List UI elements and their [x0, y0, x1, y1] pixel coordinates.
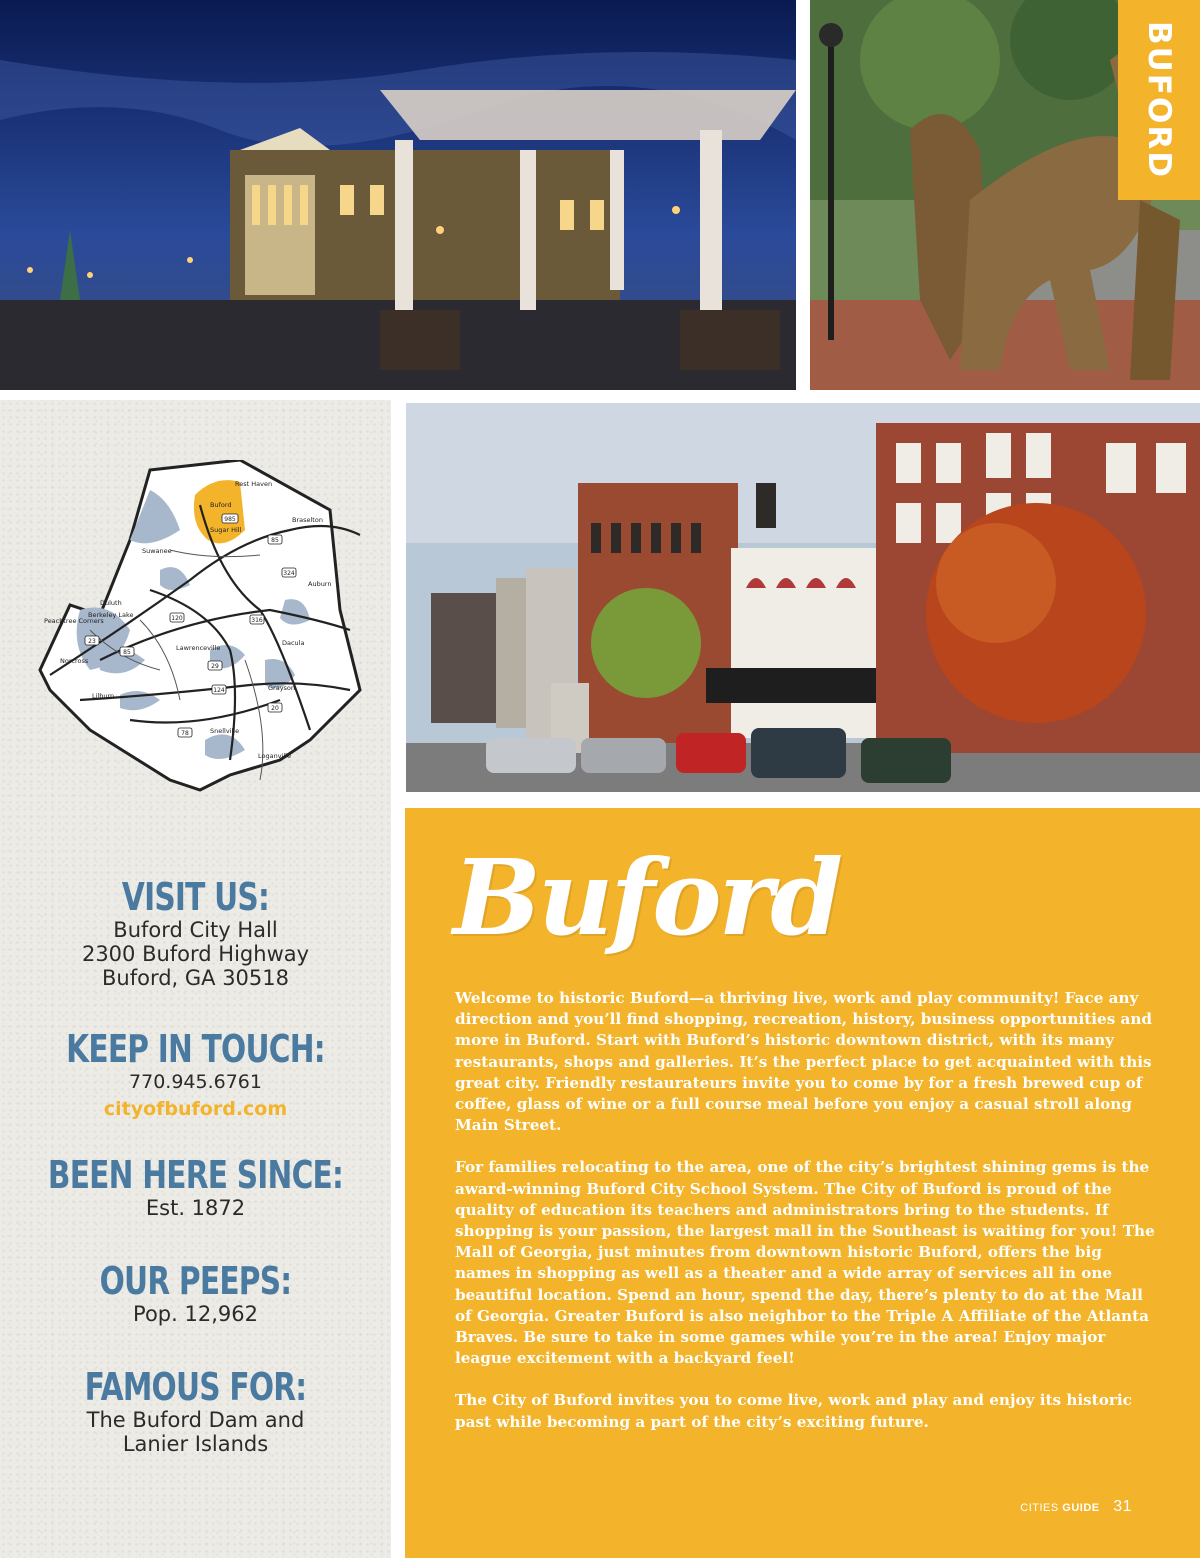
route-78: 78 — [181, 730, 189, 737]
route-29: 29 — [211, 663, 219, 670]
been-here-since-heading: BEEN HERE SINCE: — [47, 1153, 344, 1197]
route-20: 20 — [271, 705, 279, 712]
map-label-loganville: Loganville — [258, 752, 291, 760]
map-label-berkeley-lake: Berkeley Lake — [88, 611, 134, 619]
famous-for-heading: FAMOUS FOR: — [84, 1365, 307, 1409]
page-footer — [1020, 1498, 1132, 1516]
route-23: 23 — [88, 638, 96, 645]
map-label-buford: Buford — [210, 501, 232, 509]
map-label-braselton: Braselton — [292, 516, 323, 524]
population: Pop. 12,962 — [133, 1301, 258, 1326]
article-paragraph-1: Welcome to historic Buford—a thriving live, work and play community! Face any direction and you’ll find shopping, recreation, history, business opportunities and more in Buford. Start with Buford’s historic downtown district, with its many restaurants, shops and galleries. It’s the perfect place to get acquainted with this great city. Friendly restaurateurs invite you to come by for a fresh brewed cup of coffee, glass of wine or a full course meal before you enjoy a casual stroll along Main Street. — [455, 989, 1153, 1135]
map-label-dacula: Dacula — [282, 639, 305, 647]
section-tab-label: BUFORD — [1141, 21, 1177, 179]
route-316: 316 — [251, 617, 263, 624]
famous-for-line-2: Lanier Islands — [122, 1431, 269, 1456]
famous-for-block — [0, 1365, 391, 1456]
visit-us-heading: VISIT US: — [121, 875, 270, 919]
visit-us-line-3: Buford, GA 30518 — [101, 965, 290, 990]
page-number: 31 — [1113, 1498, 1132, 1515]
our-peeps-block — [0, 1259, 391, 1326]
route-85-north: 85 — [271, 537, 279, 544]
route-324: 324 — [283, 570, 295, 577]
website-link[interactable]: cityofbuford.com — [103, 1097, 288, 1120]
article-title: Buford — [453, 836, 841, 959]
info-sidebar — [0, 400, 391, 1558]
our-peeps-heading: OUR PEEPS: — [99, 1259, 292, 1303]
map-label-lilburn: Lilburn — [92, 692, 115, 700]
been-here-since-block — [0, 1153, 391, 1220]
article-paragraph-3: The City of Buford invites you to come live, work and play and enjoy its historic past while becoming a part of the city’s exciting future. — [455, 1391, 1132, 1431]
established-year: Est. 1872 — [145, 1195, 246, 1220]
map-label-grayson: Grayson — [268, 684, 296, 692]
downtown-street-photo — [406, 403, 1200, 792]
map-label-rest-haven: Rest Haven — [235, 480, 273, 488]
keep-in-touch-block — [0, 1027, 391, 1120]
city-hall-pergola-photo — [0, 0, 796, 390]
article-panel — [405, 808, 1200, 1558]
guide-name-prefix: CITIES — [1020, 1502, 1059, 1514]
section-tab — [1118, 0, 1200, 200]
map-label-snellville: Snellville — [210, 727, 240, 735]
map-label-auburn: Auburn — [308, 580, 332, 588]
guide-name-bold: GUIDE — [1062, 1502, 1100, 1514]
phone-number: 770.945.6761 — [129, 1070, 262, 1093]
gwinnett-county-map — [30, 460, 370, 820]
map-label-norcross: Norcross — [60, 657, 89, 665]
map-label-peachtree-corners: Peachtree Corners — [44, 617, 104, 625]
famous-for-line-1: The Buford Dam and — [86, 1407, 305, 1432]
visit-us-block — [0, 875, 391, 990]
map-label-sugar-hill: Sugar Hill — [210, 526, 242, 534]
map-label-suwanee: Suwanee — [142, 547, 172, 555]
route-120: 120 — [171, 615, 183, 622]
route-124: 124 — [213, 687, 225, 694]
route-985: 985 — [224, 516, 236, 523]
route-85-south: 85 — [123, 649, 131, 656]
article-paragraph-2: For families relocating to the area, one of the city’s brightest shining gems is the award-winning Buford City School System. The City of Buford is proud of the quality of education its teachers and administrators bring to the students. If shopping is your passion, the largest mall in the Southeast is waiting for you! The Mall of Georgia, just minutes from downtown historic Buford, offers the big names in shopping as well as a theater and a wide array of services all in one beautiful location. Spend an hour, spend the day, there’s plenty to do at the Mall of Georgia. Greater Buford is also neighbor to the Triple A Affiliate of the Atlanta Braves. Be sure to take in some games while you’re in the area! Enjoy major league excitement with a backyard feel! — [455, 1158, 1155, 1368]
visit-us-line-1: Buford City Hall — [113, 917, 278, 942]
visit-us-line-2: 2300 Buford Highway — [81, 941, 310, 966]
article-body — [455, 988, 1155, 1454]
map-label-lawrenceville: Lawrenceville — [176, 644, 221, 652]
map-label-duluth: Duluth — [100, 599, 122, 607]
keep-in-touch-heading: KEEP IN TOUCH: — [66, 1027, 325, 1071]
